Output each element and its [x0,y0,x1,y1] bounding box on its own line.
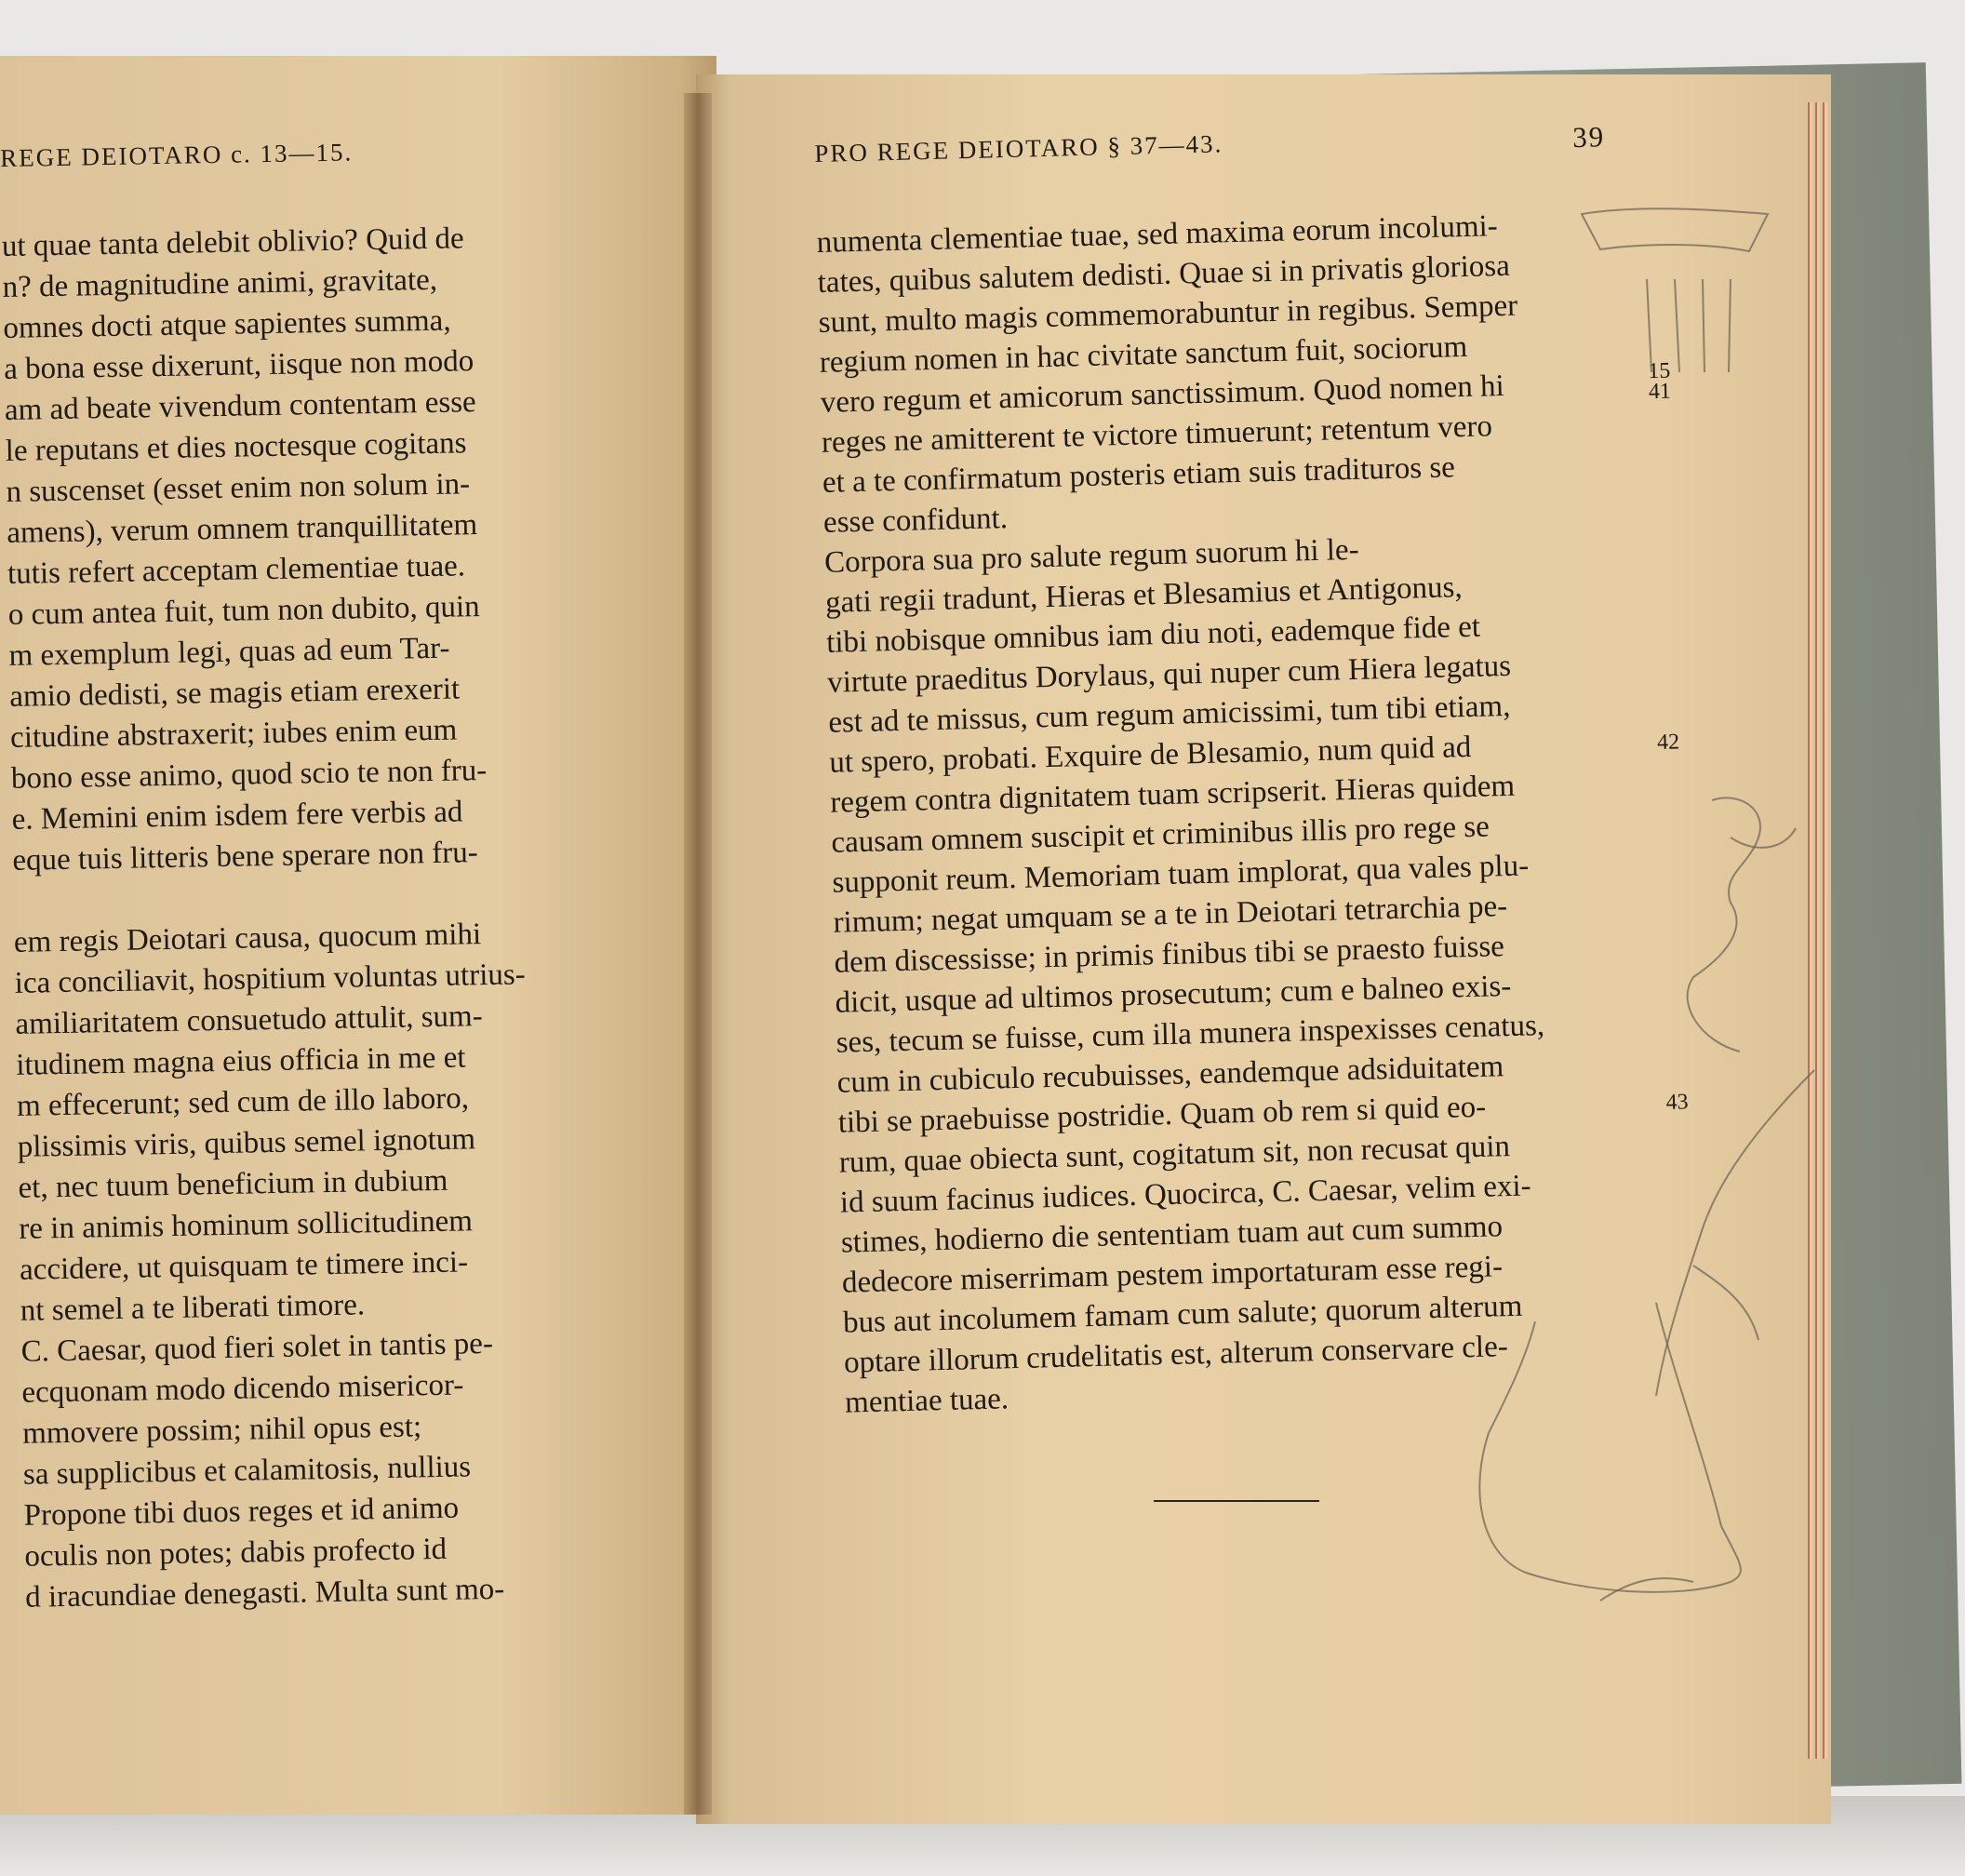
text-line: tates, quibus salutem dedisti. Quae si in privatis gloriosa [817,248,1511,300]
text-line: mmovere possim; nihil opus est; [21,1410,422,1451]
text-line: esse confidunt. [822,502,1009,540]
text-line: regium nomen in hac civitate sanctum fuit, sociorum [819,329,1468,380]
left-running-head: REGE DEIOTARO c. 13—15. [0,138,354,172]
text-line: amens), verum omnem tranquillitatem [6,508,478,550]
text-line: mentiae tuae. [844,1382,1009,1420]
text-line: et, nec tuum beneficium in dubium [18,1163,448,1205]
text-line: omnes docti atque sapientes summa, [3,303,451,345]
margin-number-15: 15 [1648,358,1671,384]
text-line: rum, quae obiecta sunt, cogitatum sit, non recusat quin [838,1130,1511,1180]
line-text: ut spero, probati. Exquire de Blesamio, num quid ad [828,730,1472,780]
text-line: amio dedisti, se magis etiam erexerit [9,672,461,714]
text-line: supponit reum. Memoriam tuam implorat, qua vales plu- [832,849,1530,900]
text-line: o cum antea fuit, tum non dubito, quin [7,590,480,632]
text-line: optare illorum crudelitatis est, alterum conservare cle- [843,1330,1509,1380]
text-line: cum in cubiculo recubuisses, eandemque adsiduitatem [836,1050,1504,1100]
text-line: reges ne amitterent te victore timuerunt; retentum vero [821,409,1493,460]
line-text: vero regum et amicorum sanctissimum. Quod nomen hi [820,368,1505,420]
margin-number-43: 43 [1665,1090,1689,1115]
text-line: causam omnem suscipit et criminibus illis pro rege se [831,810,1490,860]
text-line: dedecore miserrimam pestem importaturam esse regi- [841,1250,1504,1300]
text-line: m exemplum legi, quas ad eum Tar- [8,631,450,673]
text-line: oculis non potes; dabis profecto id [24,1532,448,1574]
text-line: amiliaritatem consuetudo attulit, sum- [15,999,483,1041]
text-line: ses, tecum se fuisse, cum illa munera inspexisses cenatus, [835,1009,1545,1060]
text-line: bono esse animo, quod scio te non fru- [10,753,488,796]
text-line: re in animis hominum sollicitudinem [19,1204,474,1246]
text-line: sunt, multo magis commemorabuntur in regibus. Semper [818,288,1518,340]
text-line: e. Memini enim isdem fere verbis ad [11,795,463,837]
text-line: gati regii tradunt, Hieras et Blesamius et Antigonus, [824,570,1464,620]
text-line: tutis refert acceptam clementiae tuae. [7,549,466,591]
text-line: ecquonam modo dicendo misericor- [21,1368,464,1410]
margin-number-42: 42 [1656,730,1680,756]
text-line: stimes, hodierno die sententiam tuam aut cum summo [840,1210,1504,1260]
text-line: em regis Deiotari causa, quocum mihi [13,918,482,959]
text-line: id suum facinus iudices. Quocirca, C. Caesar, velim exi- [839,1169,1531,1220]
text-line: virtute praeditus Dorylaus, qui nuper cum Hiera legatus [826,649,1512,700]
text-line: bus aut incolumem famam cum salute; quorum alterum [842,1289,1523,1340]
text-line: Propone tibi duos reges et id animo [23,1491,460,1533]
text-line: accidere, ut quisquam te timere inci- [19,1245,469,1287]
text-line: d iracundiae denegasti. Multa sunt mo- [24,1572,505,1615]
text-line: eque tuis litteris bene sperare non fru- [12,836,479,878]
text-line: plissimis viris, quibus semel ignotum [17,1122,476,1164]
margin-number-41: 41 [1648,379,1672,405]
text-line: am ad beate vivendum contentam esse [4,385,476,427]
page-number: 39 [1571,120,1606,154]
text-line: est ad te missus, cum regum amicissimi, tum tibi etiam, [827,689,1511,740]
text-line: tibi nobisque omnibus iam diu noti, eademque fide et [825,610,1481,660]
text-line: nt semel a te liberati timore. [20,1288,366,1328]
text-line: sa supplicibus et calamitosis, nullius [22,1450,472,1492]
text-line: regem contra dignitatem tuam scripserit. Hieras quidem [829,769,1516,820]
text-line: le reputans et dies noctesque cogitans [5,426,467,468]
text-line: n suscenset (esset enim non solum in- [6,467,471,509]
text-line: C. Caesar, quod fieri solet in tantis pe- [20,1326,494,1369]
text-line: rimum; negat umquam se a te in Deiotari tetrarchia pe- [833,890,1508,940]
text-line: m effecerunt; sed cum de illo laboro, [16,1081,470,1123]
text-line: et a te confirmatum posteris etiam suis tradituros se [822,450,1456,500]
text-line: ica conciliavit, hospitium voluntas utrius- [14,958,526,1000]
text-line: itudinem magna eius officia in me et [15,1040,466,1082]
text-line: dicit, usque ad ultimos prosecutum; cum e balneo exis- [835,969,1512,1020]
text-line: Corpora sua pro salute regum suorum hi le- [823,532,1360,580]
text-line: dem discessisse; in primis finibus tibi se praesto fuisse [834,930,1505,980]
text-line: ut quae tanta delebit oblivio? Quid de [1,221,464,263]
running-head-title: PRO REGE DEIOTARO § 37—43. [814,129,1223,168]
line-text: tibi se praebuisse postridie. Quam ob rem si quid eo- [837,1090,1487,1140]
text-line: a bona esse dixerunt, iisque non modo [3,344,475,386]
text-line: citudine abstraxerit; iubes enim eum [9,713,458,755]
text-line: numenta clementiae tuae, sed maxima eorum incolumi- [816,209,1499,260]
text-line: n? de magnitudine animi, gravitate, [2,262,438,304]
